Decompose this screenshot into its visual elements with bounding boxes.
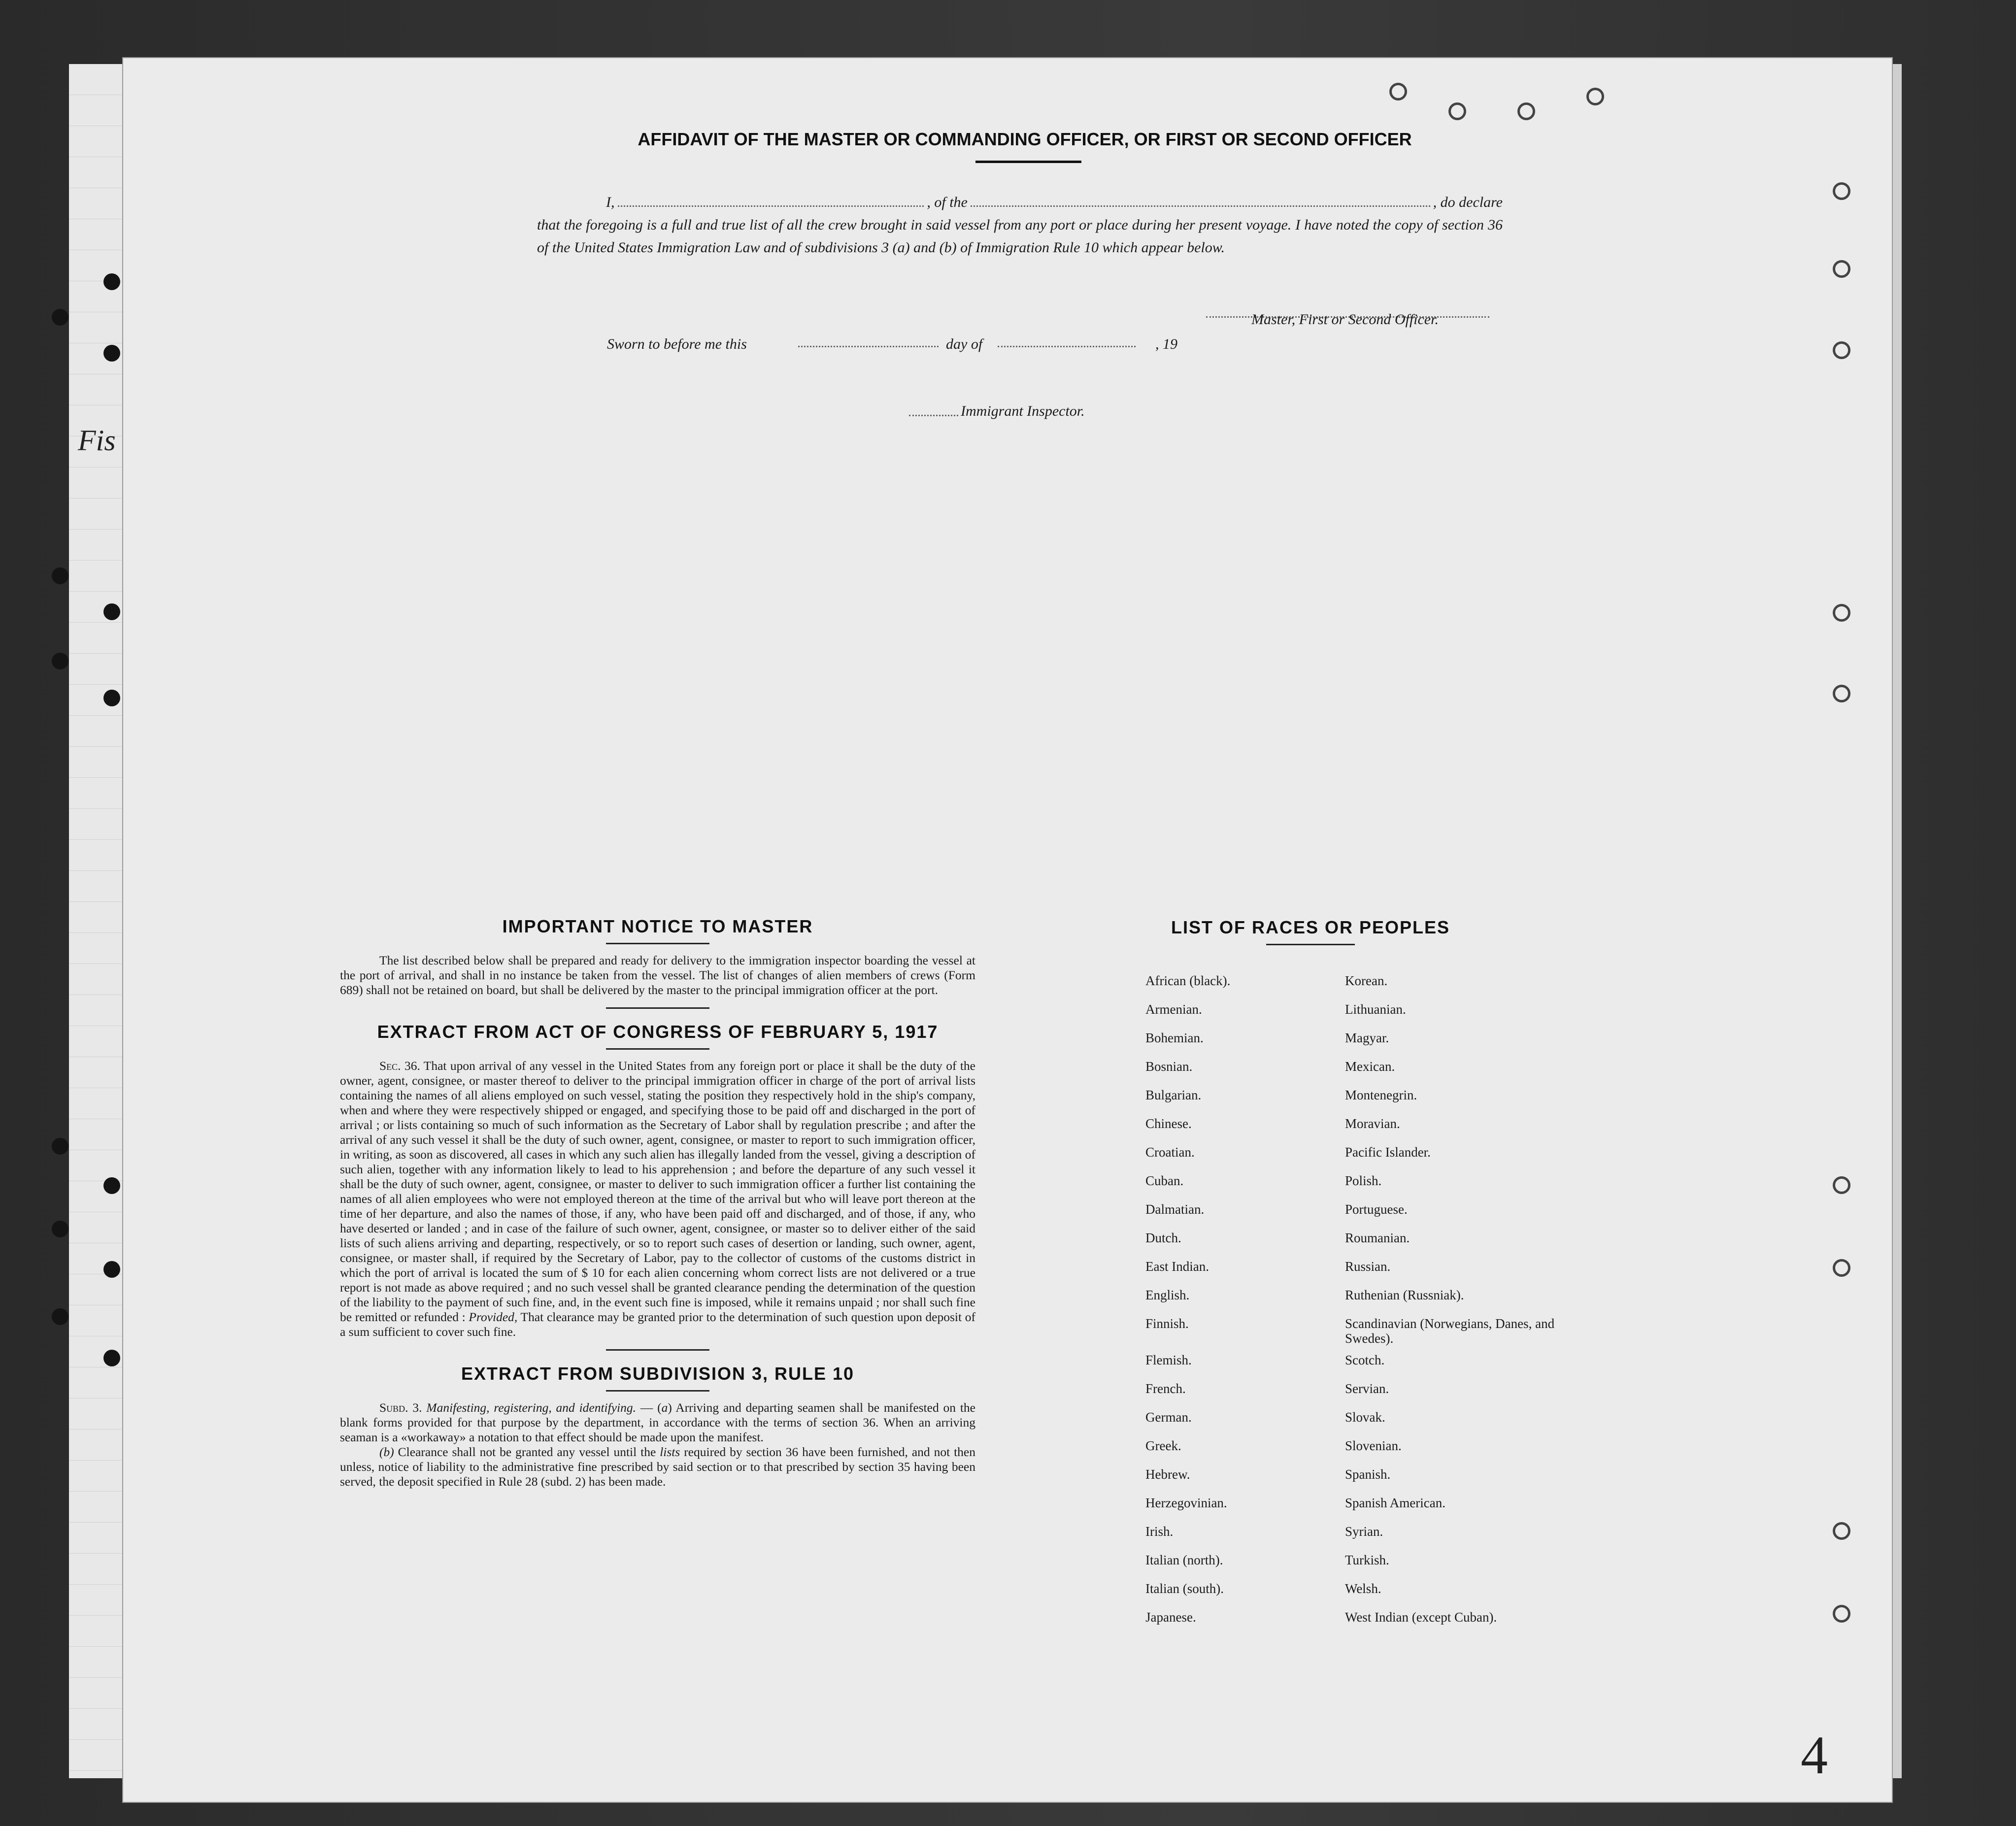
race-item: Slovak. xyxy=(1345,1410,1385,1425)
affidavit-statement: that the foregoing is a full and true list of all the crew brought in said vessel from any port or place during her present voyage. I have noted the copy of section 36 of the United States Immigration Law and of subdivisions 3 (a) and (b) of Immigration Rule 10 which appear below. xyxy=(537,217,1503,256)
sworn-year-label: , 19 xyxy=(1155,336,1177,352)
punch-hole-icon xyxy=(1833,604,1850,622)
race-item: Russian. xyxy=(1345,1259,1391,1274)
lists-word: lists xyxy=(660,1445,680,1459)
race-item: Servian. xyxy=(1345,1381,1389,1396)
sworn-label: Sworn to before me this xyxy=(607,336,747,352)
punch-hole-icon xyxy=(1833,260,1850,278)
section-divider xyxy=(606,1349,709,1351)
races-title-rule xyxy=(1266,944,1355,945)
race-item: Greek. xyxy=(1145,1438,1181,1453)
act-extract-title: EXTRACT FROM ACT OF CONGRESS OF FEBRUARY 5, 1917 xyxy=(377,1022,939,1042)
binder-hole-icon xyxy=(103,345,120,362)
race-item: Bohemian. xyxy=(1145,1030,1204,1045)
corner-mark: 4 xyxy=(1801,1725,1828,1785)
rule-extract-title: EXTRACT FROM SUBDIVISION 3, RULE 10 xyxy=(461,1363,855,1384)
races-header xyxy=(1123,917,1498,954)
race-item: Hebrew. xyxy=(1145,1467,1190,1482)
binder-hole-icon xyxy=(52,309,68,326)
binder-hole-icon xyxy=(52,567,68,584)
binder-hole-icon xyxy=(103,1350,120,1366)
race-item: Croatian. xyxy=(1145,1145,1195,1160)
binder-hole-icon xyxy=(103,273,120,290)
race-item: Irish. xyxy=(1145,1524,1174,1539)
punch-hole-icon xyxy=(1448,102,1466,120)
margin-note: Fis xyxy=(78,424,116,457)
race-item: Italian (north). xyxy=(1145,1553,1223,1567)
affidavit-i-label: I, xyxy=(606,194,615,210)
race-item: African (black). xyxy=(1145,973,1231,988)
race-item: Magyar. xyxy=(1345,1030,1389,1045)
sworn-month-blank xyxy=(998,345,1136,347)
races-title: LIST OF RACES OR PEOPLES xyxy=(1171,917,1450,937)
subd-a-body: ) Arriving and departing seamen shall be manifested on the blank forms provided for that purpose by the department, in accordance with the terms of section 36. When an arriving seaman is a «workaway» a notation to that effect should be made upon the manifest. xyxy=(340,1400,975,1444)
affidavit-of-the-label: , of the xyxy=(927,194,968,210)
rule-title-rule xyxy=(606,1390,709,1392)
notices-column xyxy=(340,916,975,1489)
subd-heading: Manifesting, registering, and identifying. xyxy=(422,1400,637,1415)
punch-hole-icon xyxy=(1517,102,1535,120)
affidavit-title-rule xyxy=(975,161,1081,163)
race-item: Spanish American. xyxy=(1345,1495,1445,1510)
sworn-day-blank xyxy=(798,345,939,347)
race-item: Dutch. xyxy=(1145,1230,1181,1245)
race-item: Flemish. xyxy=(1145,1353,1192,1367)
race-item: Slovenian. xyxy=(1345,1438,1402,1453)
subd-a-open: — ( xyxy=(636,1400,662,1415)
race-item: Scotch. xyxy=(1345,1353,1385,1367)
binder-hole-icon xyxy=(103,603,120,620)
punch-hole-icon xyxy=(1389,83,1407,100)
race-item: Mexican. xyxy=(1345,1059,1395,1074)
race-item: Roumanian. xyxy=(1345,1230,1410,1245)
race-item: Polish. xyxy=(1345,1173,1382,1188)
punch-hole-icon xyxy=(1833,1522,1850,1540)
punch-hole-icon xyxy=(1833,182,1850,200)
race-item: Korean. xyxy=(1345,973,1388,988)
race-item: Scandinavian (Norwegians, Danes, and Swedes). xyxy=(1345,1316,1555,1346)
race-item: Welsh. xyxy=(1345,1581,1381,1596)
master-label: Master, First or Second Officer. xyxy=(1251,311,1439,328)
race-item: Armenian. xyxy=(1145,1002,1202,1017)
race-item: Ruthenian (Russniak). xyxy=(1345,1288,1464,1302)
inspector-label: Immigrant Inspector. xyxy=(961,403,1085,419)
race-item: Bulgarian. xyxy=(1145,1088,1202,1102)
race-item: Chinese. xyxy=(1145,1116,1192,1131)
section-36-proviso: That clearance may be granted prior to the determination of such question upon deposit of a sum sufficient to cover such fine. xyxy=(340,1310,975,1339)
vessel-blank xyxy=(971,194,1430,207)
race-item: Moravian. xyxy=(1345,1116,1400,1131)
inspector-signature-line xyxy=(909,414,958,416)
race-item: German. xyxy=(1145,1410,1192,1425)
race-item: Montenegrin. xyxy=(1345,1088,1417,1102)
binder-hole-icon xyxy=(52,1221,68,1237)
subd-b-body-1: Clearance shall not be granted any vessel until the xyxy=(394,1445,660,1459)
affidavit-first-line xyxy=(537,191,1503,214)
race-item: Dalmatian. xyxy=(1145,1202,1205,1217)
subd-b-letter: (b) xyxy=(379,1445,394,1459)
section-divider xyxy=(606,1007,709,1009)
sec-36-label: Sec. 36. xyxy=(379,1059,420,1073)
binder-hole-icon xyxy=(52,1138,68,1155)
race-item: West Indian (except Cuban). xyxy=(1345,1610,1497,1625)
sworn-day-label: day of xyxy=(946,336,983,352)
punch-hole-icon xyxy=(1586,88,1604,105)
race-item: East Indian. xyxy=(1145,1259,1209,1274)
binder-hole-icon xyxy=(103,690,120,706)
race-item: Portuguese. xyxy=(1345,1202,1408,1217)
provided-word: Provided, xyxy=(469,1310,518,1324)
race-item: Cuban. xyxy=(1145,1173,1184,1188)
affidavit-declare-label: , do declare xyxy=(1433,194,1503,210)
race-item: Bosnian. xyxy=(1145,1059,1193,1074)
race-item: French. xyxy=(1145,1381,1186,1396)
subd-label: Subd. 3. xyxy=(379,1400,422,1415)
punch-hole-icon xyxy=(1833,1605,1850,1623)
affidavit-body-block xyxy=(537,191,1503,259)
punch-hole-icon xyxy=(1833,1176,1850,1194)
race-item: Japanese. xyxy=(1145,1610,1196,1625)
races-list xyxy=(1145,966,1589,1631)
race-item: English. xyxy=(1145,1288,1190,1302)
punch-hole-icon xyxy=(1833,685,1850,702)
act-title-rule xyxy=(606,1048,709,1050)
punch-hole-icon xyxy=(1833,1259,1850,1277)
subdivision-3b-text xyxy=(340,1445,975,1489)
notice-title-rule xyxy=(606,943,709,944)
subd-a-letter: a xyxy=(661,1400,668,1415)
affidavit-title: AFFIDAVIT OF THE MASTER OR COMMANDING OFFICER, OR FIRST OR SECOND OFFICER xyxy=(638,129,1412,149)
race-item: Turkish. xyxy=(1345,1553,1389,1567)
binder-hole-icon xyxy=(52,653,68,669)
binder-hole-icon xyxy=(52,1308,68,1325)
race-item: Pacific Islander. xyxy=(1345,1145,1431,1160)
section-36-text xyxy=(340,1059,975,1339)
race-item: Italian (south). xyxy=(1145,1581,1224,1596)
race-item: Herzegovinian. xyxy=(1145,1495,1227,1510)
binder-hole-icon xyxy=(103,1261,120,1278)
race-item: Syrian. xyxy=(1345,1524,1383,1539)
race-item: Finnish. xyxy=(1145,1316,1189,1331)
subd-b-body-2: required by section 36 have been furnished, and not then unless, notice of liability to the administrative fine prescribed by said section or to that prescribed by section 35 having been served, the deposit specified in Rule 28 (subd. 2) has been made. xyxy=(340,1445,976,1489)
section-36-body: That upon arrival of any vessel in the United States from any foreign port or place it shall be the duty of the owner, agent, consignee, or master thereof to deliver to the principal immigration officer in charge of the port of arrival lists containing the names of all aliens employed on such vessel, stating the position they respectively hold in the ship's company, when and where they were respectively shipped or engaged, and specifying those to be paid off and discharged in the port of arrival ; or lists containing so much of such information as the Secretary of Labor shall by regulation prescribe ; and after the arrival of any such vessel it shall be the duty of such owner, agent, consignee, or master to report to such immigration officer, in writing, as soon as discovered, all cases in which any such alien has illegally landed from the vessel, giving a description of such alien, together with any information likely to lead to his apprehension ; and before the departure of any such vessel it shall be the duty of such owner, agent, consignee, or master to deliver to such immigration officer a further list containing the names of all alien employees who were not employed thereon at the time of the arrival but who will leave port thereon at the time of her departure, and also the names of those, if any, who have been paid off and discharged, and of those, if any, who have deserted or landed ; and in case of the failure of such owner, agent, consignee, or master so to deliver either of the said lists of such aliens arriving and departing, respectively, or so to report such cases of desertion or landing, such owner, agent, consignee, or master shall, if required by the Secretary of Labor, pay to the collector of customs of the customs district in which the port of arrival is located the sum of $ 10 for each alien concerning whom correct lists are not delivered or a true report is not made as above required ; and no such vessel shall be granted clearance pending the determination of the question of the liability to the payment of such fine, and, in the event such fine is imposed, while it remains unpaid ; nor shall such fine be remitted or refunded : xyxy=(340,1059,975,1324)
race-item: Lithuanian. xyxy=(1345,1002,1406,1017)
binder-hole-icon xyxy=(103,1177,120,1194)
punch-hole-icon xyxy=(1833,341,1850,359)
subdivision-3a-text xyxy=(340,1400,975,1445)
notice-title: IMPORTANT NOTICE TO MASTER xyxy=(502,916,813,936)
race-item: Spanish. xyxy=(1345,1467,1391,1482)
notice-text: The list described below shall be prepared and ready for delivery to the immigration inspector boarding the vessel at the port of arrival, and shall in no instance be taken from the vessel. The list of changes of alien members of crews (Form 689) shall not be retained on board, but shall be delivered by the master to the principal immigration officer at the port. xyxy=(340,953,975,997)
lined-strip xyxy=(69,64,123,1778)
name-blank xyxy=(618,194,924,207)
